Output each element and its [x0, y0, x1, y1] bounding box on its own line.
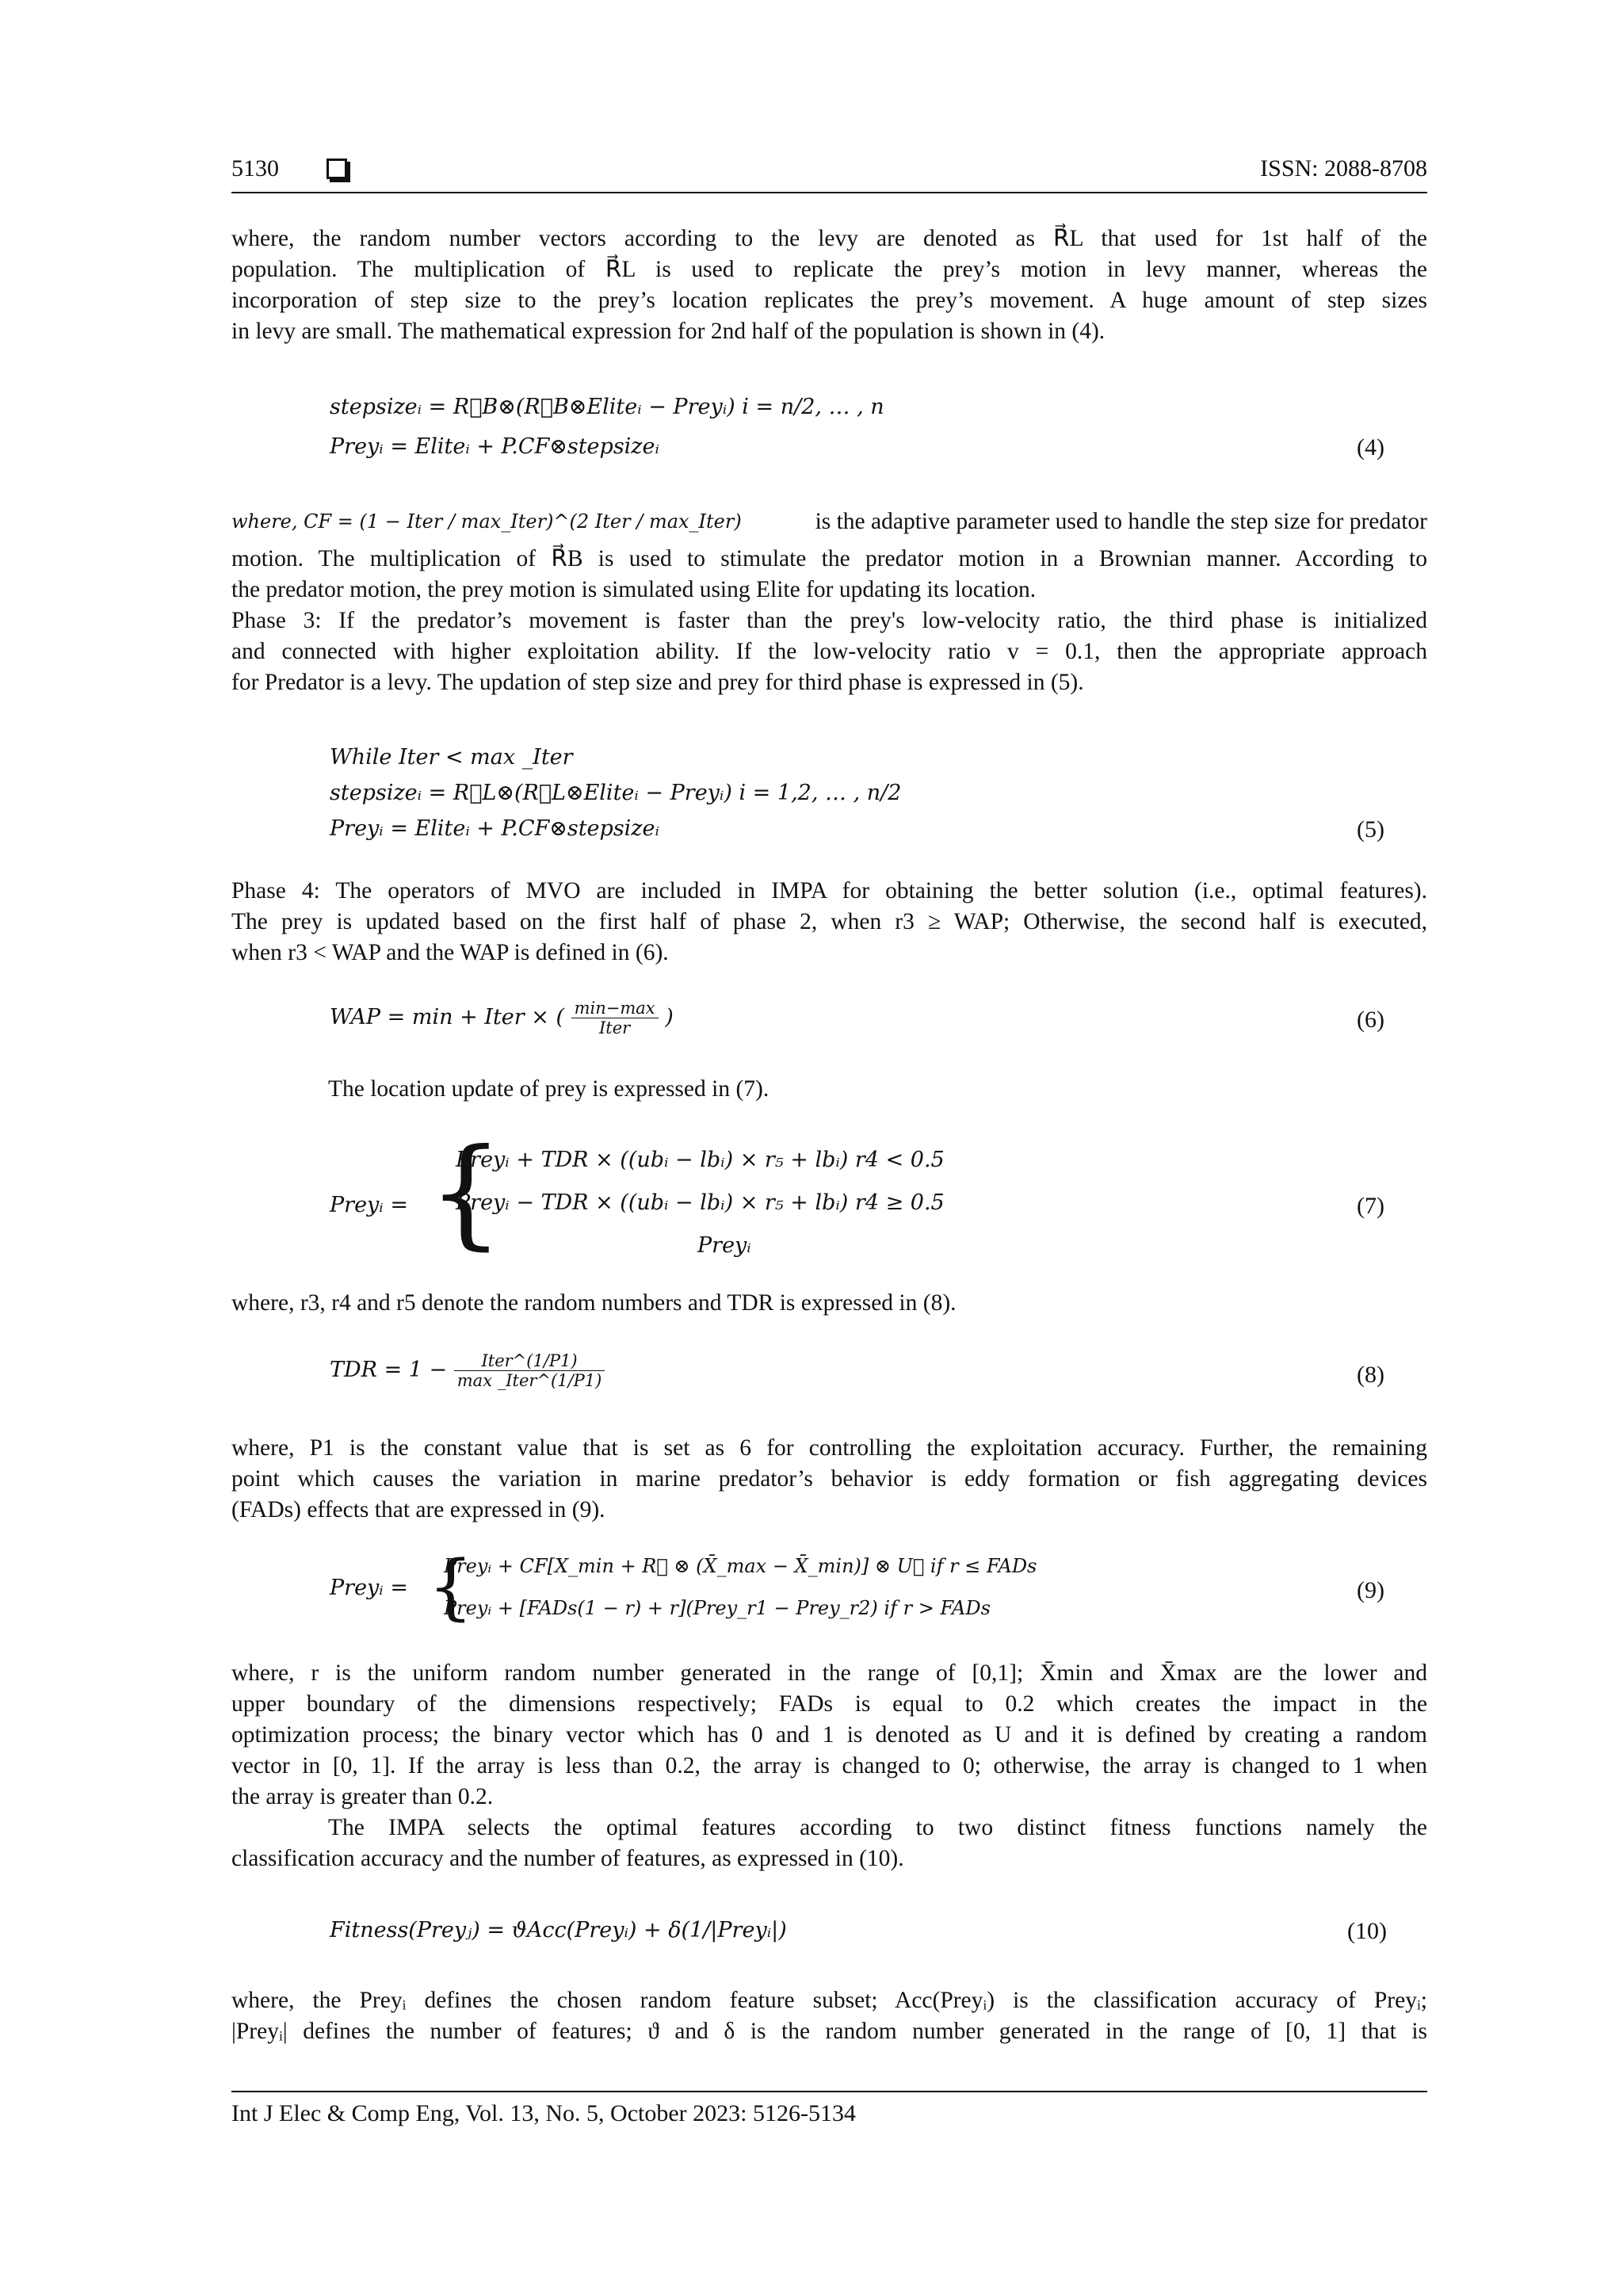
eq7-lhs: Preyᵢ =	[330, 1193, 408, 1217]
para7-line-2: upper boundary of the dimensions respectively; FADs is equal to 0.2 which creates the impact in the	[231, 1691, 1427, 1717]
eq7-number: (7)	[1357, 1193, 1384, 1219]
eq9-number: (9)	[1357, 1577, 1384, 1603]
eq9-case-1: Preyᵢ + CF[X_min + R⃗ ⊗ (X̄_max − X̄_min)] ⊗ U⃗ if r ≤ FADs	[444, 1555, 1037, 1577]
para6-line-3: (FADs) effects that are expressed in (9).	[231, 1497, 605, 1522]
eq7-case-1: Preyᵢ + TDR × ((ubᵢ − lbᵢ) × r₅ + lbᵢ) r4 < 0.5	[456, 1148, 945, 1172]
eq8-fraction	[454, 1351, 605, 1390]
para7-line-7: classification accuracy and the number of features, as expressed in (10).	[231, 1846, 904, 1871]
eq8-lhs: TDR = 1 −	[330, 1358, 448, 1382]
eq5-line-1: While Iter < max _Iter	[330, 745, 573, 770]
para4-line-1: The location update of prey is expressed in (7).	[328, 1076, 769, 1102]
para2-line-1	[231, 499, 1427, 544]
para2-line-6: for Predator is a levy. The updation of step size and prey for third phase is expressed in (5).	[231, 670, 1084, 695]
eq4-line-1: stepsizeᵢ = R⃗B⊗(R⃗B⊗Eliteᵢ − Preyᵢ) i = n/2, … , n	[330, 395, 884, 419]
issn: ISSN: 2088-8708	[1260, 155, 1427, 181]
paragraph-6	[231, 1433, 1427, 1526]
paragraph-8	[231, 1985, 1427, 2047]
cf-definition: where, CF = (1 − Iter / max_Iter)^(2 Iter / max_Iter)	[231, 510, 742, 533]
footer-rule	[231, 2091, 1427, 2092]
paragraph-7	[231, 1658, 1427, 1874]
para8-line-2: |Preyᵢ| defines the number of features; ϑ and δ is the random number generated in the range of [0, 1] that is	[231, 2019, 1427, 2044]
para7-line-5: the array is greater than 0.2.	[231, 1784, 494, 1809]
para1-line-2: population. The multiplication of R⃗L is used to replicate the prey’s motion in levy manner, whereas the	[231, 257, 1427, 282]
eq6-number: (6)	[1357, 1007, 1384, 1033]
paragraph-1	[231, 223, 1427, 347]
para3-line-1: Phase 4: The operators of MVO are included in IMPA for obtaining the better solution (i.e., optimal features).	[231, 878, 1427, 904]
eq6-lhs: WAP = min + Iter × (	[330, 1005, 564, 1030]
para2-line-5: and connected with higher exploitation ability. If the low-velocity ratio v = 0.1, then the appropriate approach	[231, 639, 1427, 664]
para7-line-4: vector in [0, 1]. If the array is less than 0.2, the array is changed to 0; otherwise, the array is changed to 1 when	[231, 1753, 1427, 1778]
eq4-line-2: Preyᵢ = Eliteᵢ + P.CF⊗stepsizeᵢ	[330, 434, 659, 459]
para2-line-4: Phase 3: If the predator’s movement is faster than the prey's low-velocity ratio, the third phase is initialized	[231, 608, 1427, 633]
para1-line-1: where, the random number vectors according to the levy are denoted as R⃗L that used for 1st half of the	[231, 226, 1427, 251]
para7-line-6: The IMPA selects the optimal features according to two distinct fitness functions namely the	[328, 1815, 1427, 1840]
eq9-lhs: Preyᵢ =	[330, 1576, 408, 1600]
para2-line-2: motion. The multiplication of R⃗B is used to stimulate the predator motion in a Brownian manner. According to	[231, 546, 1427, 571]
left-brace-icon: {	[428, 1124, 504, 1262]
page-number: 5130	[231, 155, 279, 181]
paragraph-2	[231, 499, 1427, 698]
para1-line-4: in levy are small. The mathematical expression for 2nd half of the population is shown in (4).	[231, 319, 1106, 344]
eq9-case-2: Preyᵢ + [FADs(1 − r) + r](Prey_r1 − Prey_r2) if r > FADs	[444, 1597, 991, 1619]
para2-line-3: the predator motion, the prey motion is simulated using Elite for updating its location.	[231, 577, 1037, 602]
para6-line-2: point which causes the variation in marine predator’s behavior is eddy formation or fish aggregating devices	[231, 1466, 1427, 1492]
para7-line-1: where, r is the uniform random number generated in the range of [0,1]; X̄min and X̄max are the lower and	[231, 1660, 1427, 1686]
eq6-fraction	[571, 999, 659, 1037]
eq8-denominator: max _Iter^(1/P1)	[456, 1371, 602, 1390]
eq10-number: (10)	[1347, 1918, 1387, 1944]
para7-line-3: optimization process; the binary vector which has 0 and 1 is denoted as U and it is defined by creating a random	[231, 1722, 1427, 1748]
eq6-denominator: Iter	[599, 1018, 631, 1037]
paragraph-5	[231, 1288, 1427, 1319]
eq5-number: (5)	[1357, 816, 1384, 842]
para3-line-2: The prey is updated based on the first half of phase 2, when r3 ≥ WAP; Otherwise, the second half is executed,	[231, 909, 1427, 934]
header-rule	[231, 192, 1427, 193]
eq5-line-3: Preyᵢ = Eliteᵢ + P.CF⊗stepsizeᵢ	[330, 816, 659, 841]
para5-line-1: where, r3, r4 and r5 denote the random numbers and TDR is expressed in (8).	[231, 1290, 957, 1316]
para1-line-3: incorporation of step size to the prey’s location replicates the prey’s movement. A huge amount of step sizes	[231, 288, 1427, 313]
eq6-rhs: )	[665, 1005, 674, 1030]
paragraph-4	[328, 1074, 1358, 1105]
eq6-numerator: min−max	[571, 999, 659, 1018]
paragraph-3	[231, 876, 1427, 968]
eq8-numerator: Iter^(1/P1)	[454, 1351, 605, 1371]
eq8-number: (8)	[1357, 1362, 1384, 1388]
square-icon	[327, 159, 347, 179]
eq4-number: (4)	[1357, 434, 1384, 460]
para8-line-1: where, the Preyᵢ defines the chosen random feature subset; Acc(Preyᵢ) is the classification accuracy of Preyᵢ;	[231, 1988, 1427, 2013]
eq7-case-2: Preyᵢ − TDR × ((ubᵢ − lbᵢ) × r₅ + lbᵢ) r4 ≥ 0.5	[456, 1190, 945, 1215]
eq6	[330, 999, 674, 1037]
cf-description: is the adaptive parameter used to handle the step size for predator	[815, 508, 1427, 534]
left-brace-icon: {	[428, 1545, 474, 1629]
footer-citation: Int J Elec & Comp Eng, Vol. 13, No. 5, October 2023: 5126-5134	[231, 2100, 856, 2126]
para3-line-3: when r3 < WAP and the WAP is defined in (6).	[231, 940, 669, 965]
eq8	[330, 1351, 605, 1390]
para6-line-1: where, P1 is the constant value that is set as 6 for controlling the exploitation accuracy. Further, the remaining	[231, 1435, 1427, 1461]
eq5-line-2: stepsizeᵢ = R⃗L⊗(R⃗L⊗Eliteᵢ − Preyᵢ) i = 1,2, … , n/2	[330, 781, 902, 805]
eq10: Fitness(Preyⱼ) = ϑAcc(Preyᵢ) + δ(1/|Preyᵢ|)	[330, 1918, 787, 1943]
eq7-case-3: Preyᵢ	[697, 1233, 751, 1258]
